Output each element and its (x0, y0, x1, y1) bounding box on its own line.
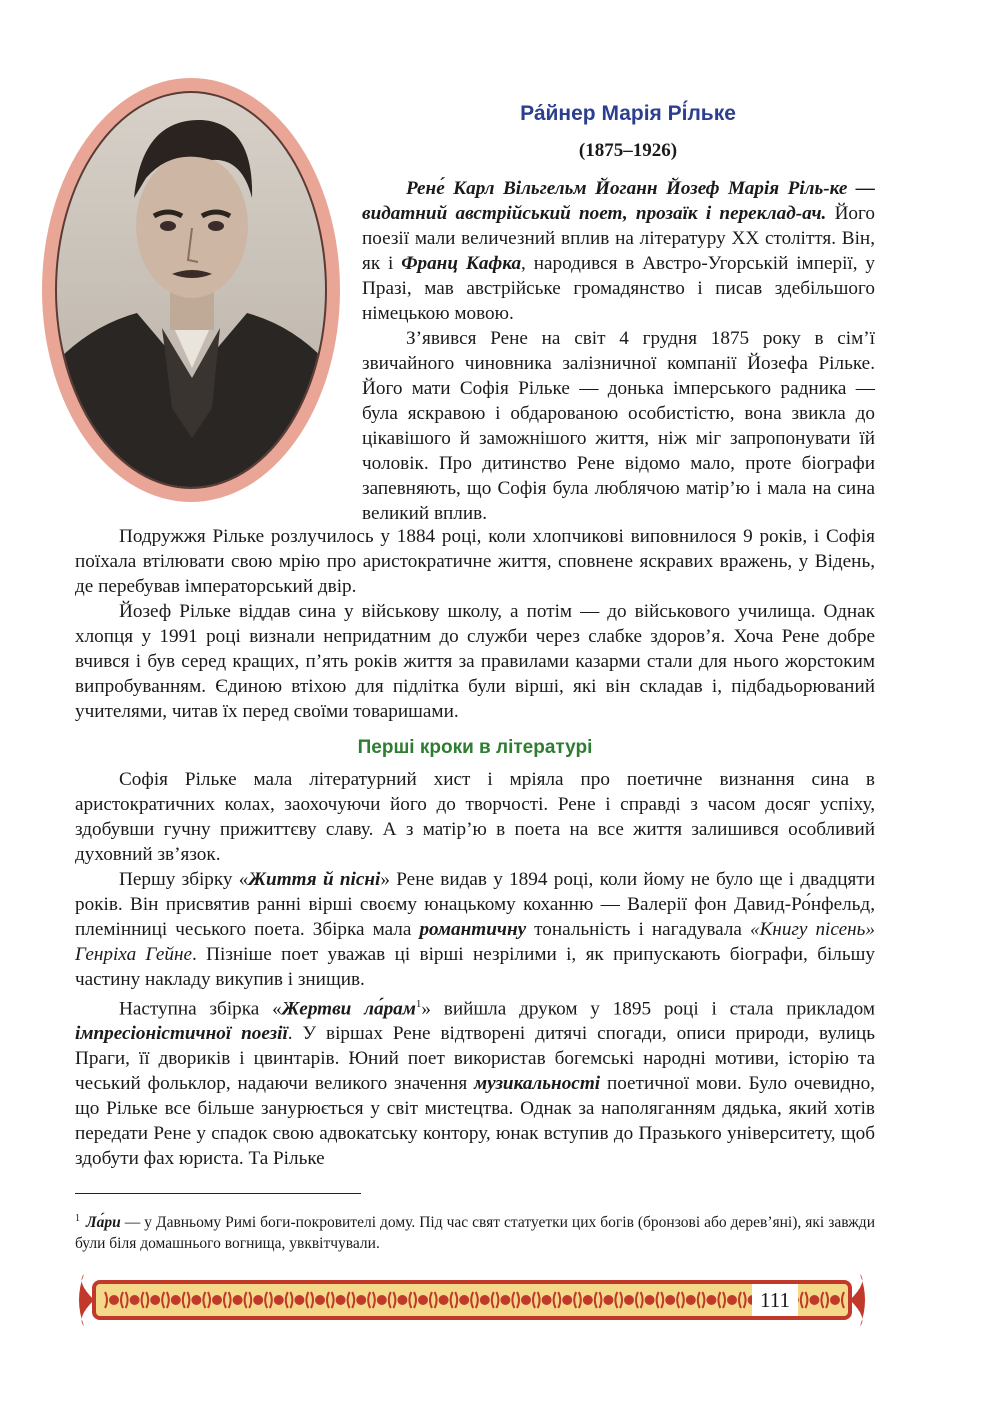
page-number: 111 (752, 1284, 798, 1316)
ornament-motif (109, 1295, 119, 1305)
footnote (75, 1208, 875, 1254)
ornament-motif (706, 1295, 716, 1305)
paragraph: З’явився Рене на світ 4 грудня 1875 року в сім’ї звичайного чиновника залізничної компанії Йозефа Рільке. Його мати Софія Рільке — донька імперського радника — була яскравою і обдарованою особистістю, вона звикла до цікавішого й заможнішого життя, ніж міг запропонувати їй чоловік. Про дитинство Рене відомо мало, проте біографи запевняють, що Софія була люблячою матір’ю і мала на сина великий вплив. (362, 328, 875, 524)
ornament-motif (233, 1295, 243, 1305)
ornament-motif (397, 1295, 407, 1305)
text-run: поетичної мови. Було очевидно, що Рільке все більше занурюється у світ мистецтва. Однак за наполяганням дядька, який хотів передати Рене у спадок свою адвокатську контору, юнак вступив до Празького університету, щоб здобути фах юриста. Та Рільке (75, 1073, 875, 1170)
ornament-motif (171, 1295, 181, 1305)
footnote-ref[interactable]: 1 (415, 998, 422, 1010)
paragraph (362, 176, 875, 326)
text-run: тональність і нагадувала (526, 919, 750, 940)
text-run: Першу збірку « (119, 869, 249, 890)
ornament-motif (809, 1295, 819, 1305)
ornament-motif (315, 1295, 325, 1305)
ornament-motif (191, 1295, 201, 1305)
ornament-motif (356, 1295, 366, 1305)
ornament-motif (294, 1295, 304, 1305)
footnote-text: — у Давньому Римі боги-покровителі дому. Під час свят статуетки цих богів (бронзові або дерев’яні), які завжди були біля домашнього вогнища, увквітчували. (75, 1214, 875, 1253)
ornament-motif (150, 1295, 160, 1305)
page-title: Ра́йнер Марія Рі́льке (520, 102, 736, 125)
ornament-motif (253, 1295, 263, 1305)
ornament-motif (686, 1295, 696, 1305)
body-text (75, 524, 875, 724)
text-run: . Пізніше поет уважав ці вірші незрілими і, як припускають біографи, більшу частину накладу викупив і знищив. (75, 944, 875, 990)
text-run: Його поезії мали величезний вплив на літературу ХХ століття. Він, як і (362, 203, 875, 274)
paragraph: Софія Рільке мала літературний хист і мріяла про поетичне визнання сина в аристократичних колах, заохочуючи його до творчості. Рене і справді з часом досяг успіху, здобувши гучну прижиттєву славу. А з матір’ю в поета на все життя залишився особливий духовний зв’язок. (75, 769, 875, 865)
term-musicality: музикальності (474, 1073, 601, 1095)
ornament-motif (480, 1295, 490, 1305)
paragraph (75, 992, 875, 1171)
ornament-motif (665, 1295, 675, 1305)
ornament-motif (377, 1295, 387, 1305)
life-years: (1875–1926) (578, 140, 678, 161)
ornament-motif (542, 1295, 552, 1305)
text-run: » вийшла друком у 1895 році і стала прикладом (421, 998, 875, 1020)
paragraph (75, 867, 875, 992)
bio-name: Рене́ Карл Вільгельм Йоганн Йозеф Марія Ріль-ке — видатний австрійський поет, прозаїк і переклад-ач. (362, 178, 875, 224)
ornament-motif (212, 1295, 222, 1305)
ornament-motif (603, 1295, 613, 1305)
ornament-motif (624, 1295, 634, 1305)
text-run: Наступна збірка « (119, 998, 282, 1020)
ornament-motif (336, 1295, 346, 1305)
text-run: , народився в Австро-Угорській імперії, у Празі, мав австрійське громадянство і писав здебільшого німецькою мовою. (362, 253, 875, 324)
term-kafka: Франц Кафка (401, 253, 522, 274)
book-title: Життя й пісні (248, 869, 381, 890)
ornament-motif (727, 1295, 737, 1305)
ornament-motif (439, 1295, 449, 1305)
book-title: Жертви ла́рам (281, 998, 416, 1020)
footnote-separator (75, 1193, 361, 1194)
footnote-number: 1 (75, 1213, 80, 1224)
paragraph: Подружжя Рільке розлучилось у 1884 році, коли хлопчикові виповнилося 9 років, і Софія поїхала втілювати свою мрію про аристократичне життя, сповнене яскравих вражень, у Відень, де перебував імператорський двір. (75, 526, 875, 597)
ornament-motif (418, 1295, 428, 1305)
section-text (75, 767, 875, 1171)
ornament-motif (130, 1295, 140, 1305)
text-run: » Рене видав у 1894 році, коли йому не було ще і двадцяти років. Він присвятив ранні вірші своєму юнацькому коханню — Валерії фон Давид-Ро́нфельд, племінниці чеського поета. Збірка мала (75, 869, 875, 940)
term-impressionist: імпресіоністичної поезії (75, 1023, 288, 1045)
ornament-motif (521, 1295, 531, 1305)
ornament-motif (459, 1295, 469, 1305)
ornament-motif (562, 1295, 572, 1305)
text-run: . У віршах Рене відтворені дитячі спогади, описи природи, вулиць Праги, її двориків і цвинтарів. Юний поет використав богемські народні мотиви, історію та чеський фольклор, надаючи великого значення (75, 1023, 875, 1095)
ornament-motif (500, 1295, 510, 1305)
ornament-motif (645, 1295, 655, 1305)
ornament-motif (583, 1295, 593, 1305)
term-romantic: романтичну (419, 919, 527, 940)
book-title: «Книгу пісень» Генріха Гейне (75, 919, 876, 965)
portrait-photo (42, 78, 340, 502)
intro-text (362, 176, 875, 526)
ornament-motif (830, 1295, 840, 1305)
paragraph: Йозеф Рільке віддав сина у військову школу, а потім — до військового училища. Однак хлопця у 1991 році визнали непридатним до служби через слабке здоров’я. Хоча Рене добре вчився і був серед кращих, п’ять років життя за правилами казарми стали для нього жорстоким випробуванням. Єдиною втіхою для підлітка були вірші, які він складав і, підбадьорюваний учителями, читав їх перед своїми товаришами. (75, 601, 875, 722)
footnote-term: Ла́ри (86, 1214, 121, 1232)
ornament-motif (274, 1295, 284, 1305)
section-heading: Перші кроки в літературі (357, 737, 593, 758)
